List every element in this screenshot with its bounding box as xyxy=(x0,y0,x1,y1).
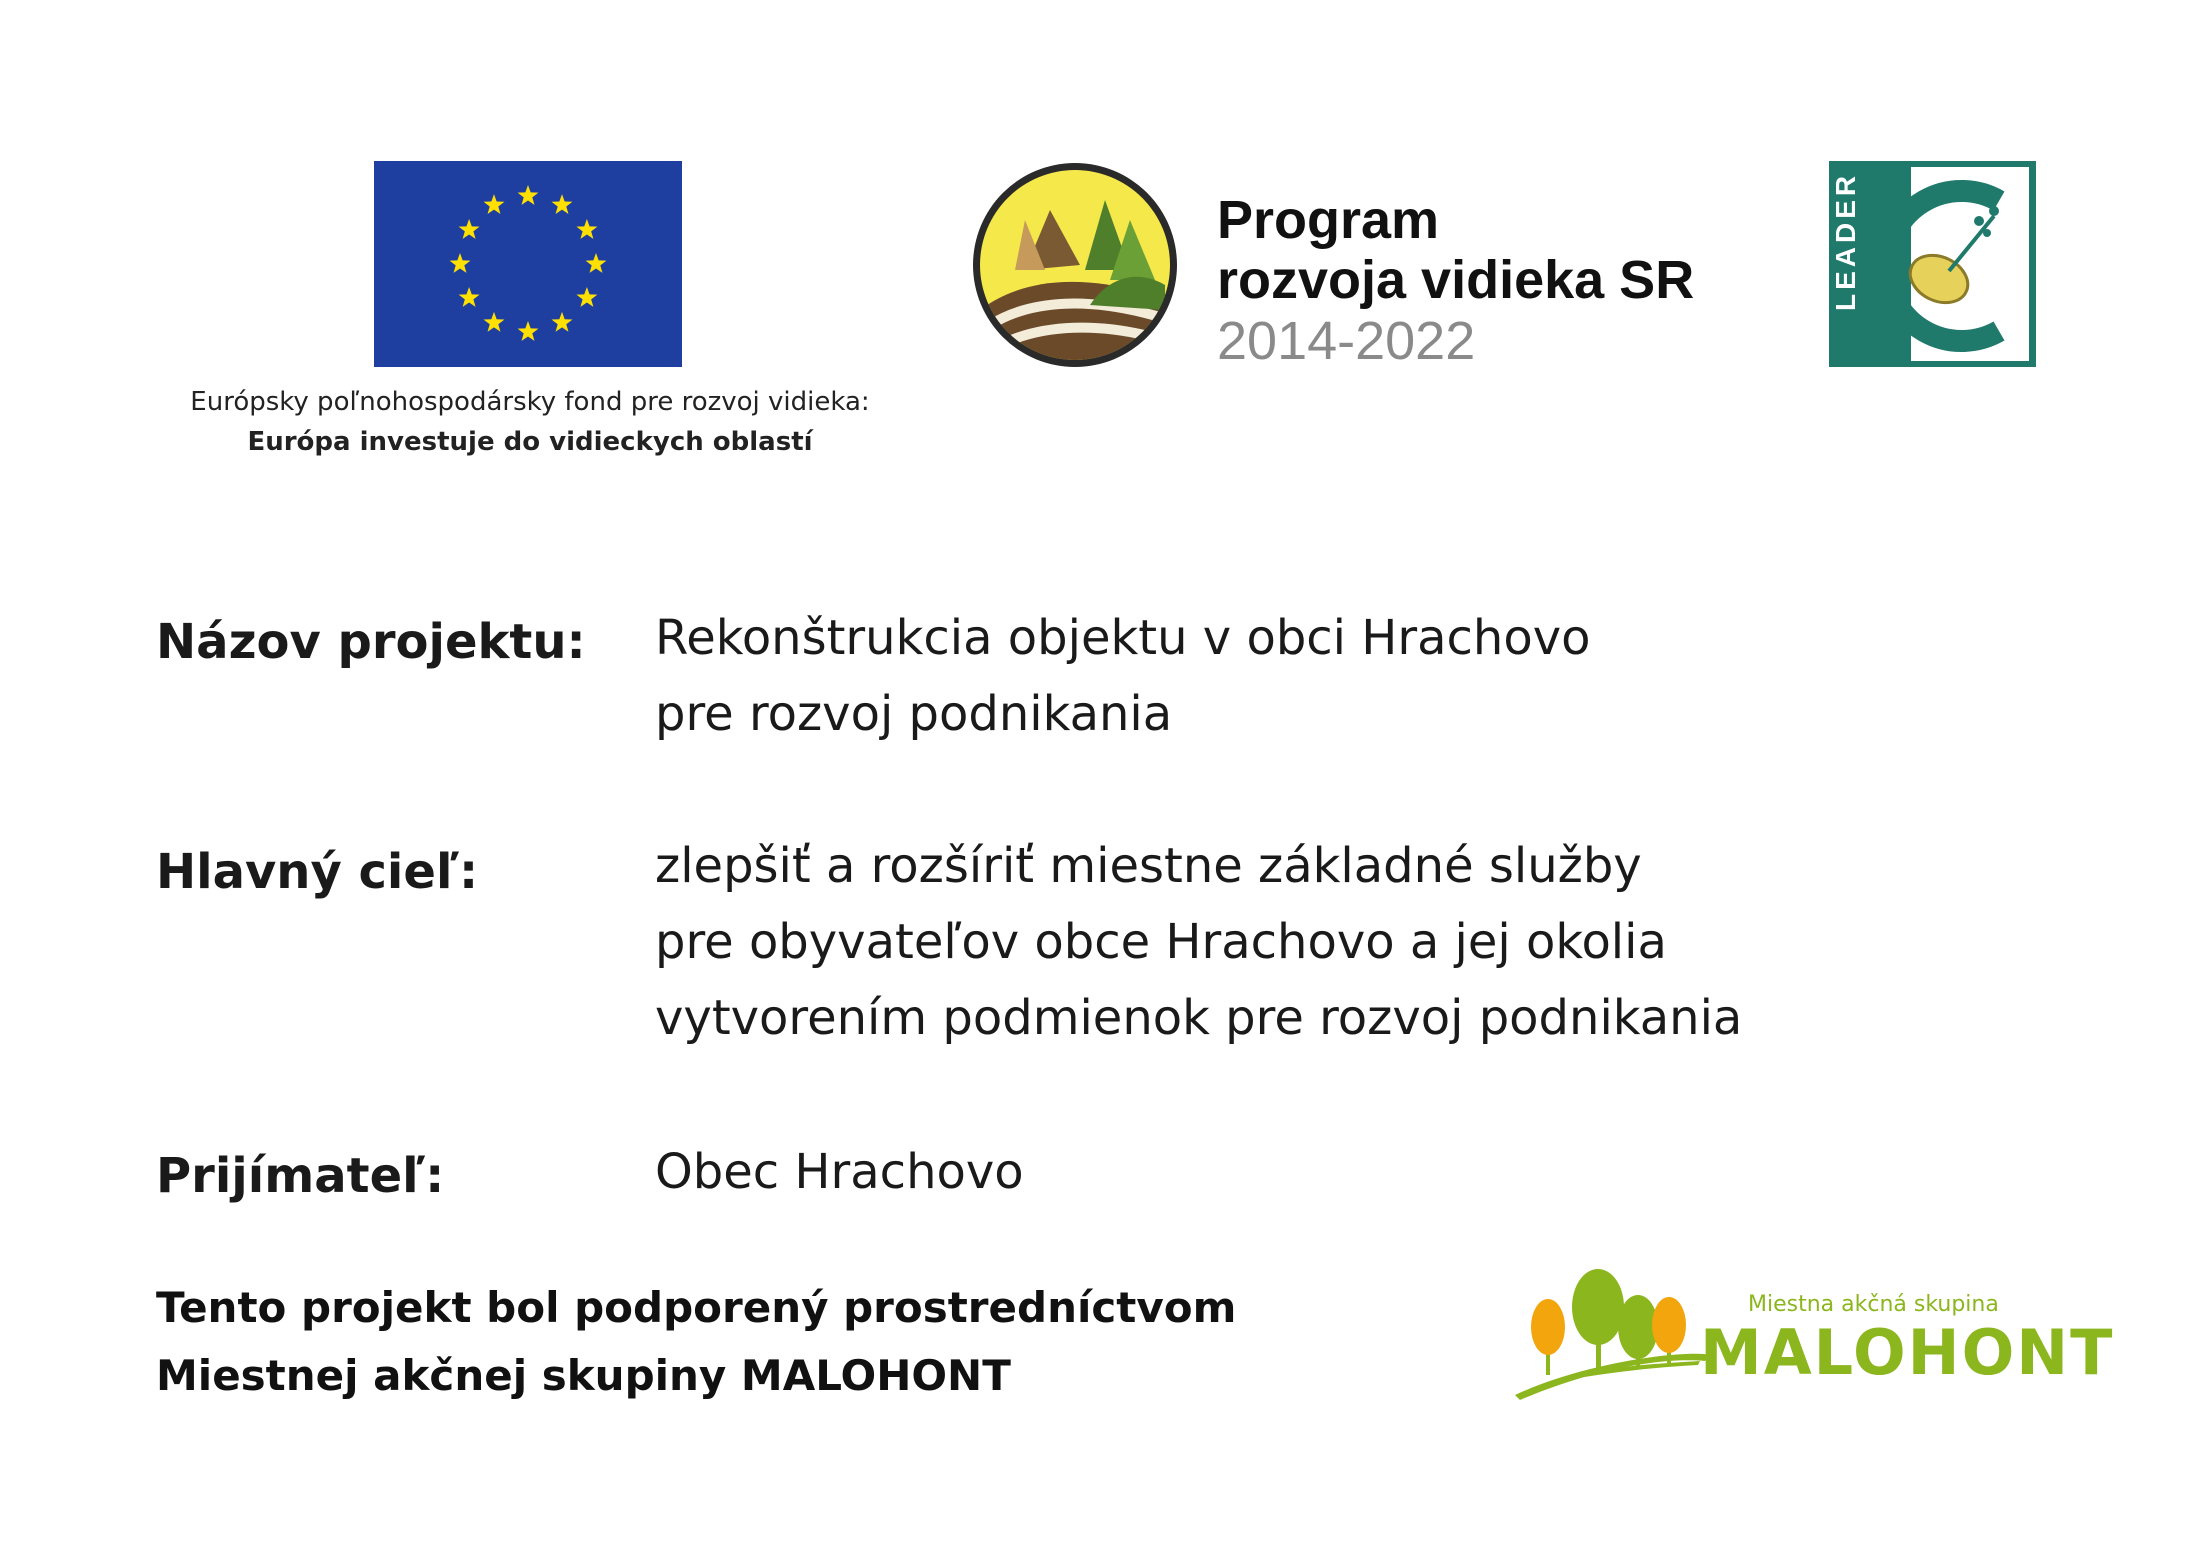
prv-text-block xyxy=(1217,190,1694,372)
project-name-line: pre rozvoj podnikania xyxy=(655,686,1173,742)
leader-logo-icon xyxy=(1829,161,2036,367)
main-goal-label: Hlavný cieľ: xyxy=(156,844,479,900)
footer-line1: Tento projekt bol podporený prostredníctvom xyxy=(156,1283,1237,1332)
eu-caption-line2: Európa investuje do vidieckych oblastí xyxy=(247,427,813,457)
main-goal-line: zlepšiť a rozšíriť miestne základné služby xyxy=(655,838,1642,894)
project-name-value xyxy=(655,600,1590,752)
eu-caption-line1: Európsky poľnohospodársky fond pre rozvoj vidieka: xyxy=(190,387,870,417)
eu-flag-icon xyxy=(374,161,682,367)
recipient-label: Prijímateľ: xyxy=(156,1148,445,1204)
prv-title-line1: Program xyxy=(1217,190,1440,250)
main-goal-value xyxy=(655,828,1742,1056)
project-name-line: Rekonštrukcia objektu v obci Hrachovo xyxy=(655,610,1591,666)
prv-emblem-icon xyxy=(970,160,1180,370)
footer-text xyxy=(156,1274,1236,1410)
leader-text: LEADER xyxy=(1830,171,1861,311)
eu-caption xyxy=(100,382,960,462)
footer-line2: Miestnej akčnej skupiny MALOHONT xyxy=(156,1351,1011,1400)
main-goal-line: vytvorením podmienok pre rozvoj podnikania xyxy=(655,990,1743,1046)
recipient-value: Obec Hrachovo xyxy=(655,1144,1024,1200)
project-name-label: Názov projektu: xyxy=(156,614,586,670)
main-goal-line: pre obyvateľov obce Hrachovo a jej okolia xyxy=(655,914,1667,970)
mas-big-text: MALOHONT xyxy=(1700,1316,2115,1389)
prv-title-line2: rozvoja vidieka SR xyxy=(1217,250,1695,310)
prv-years: 2014-2022 xyxy=(1217,311,1476,371)
mas-small-text: Miestna akčná skupina xyxy=(1748,1292,1999,1317)
